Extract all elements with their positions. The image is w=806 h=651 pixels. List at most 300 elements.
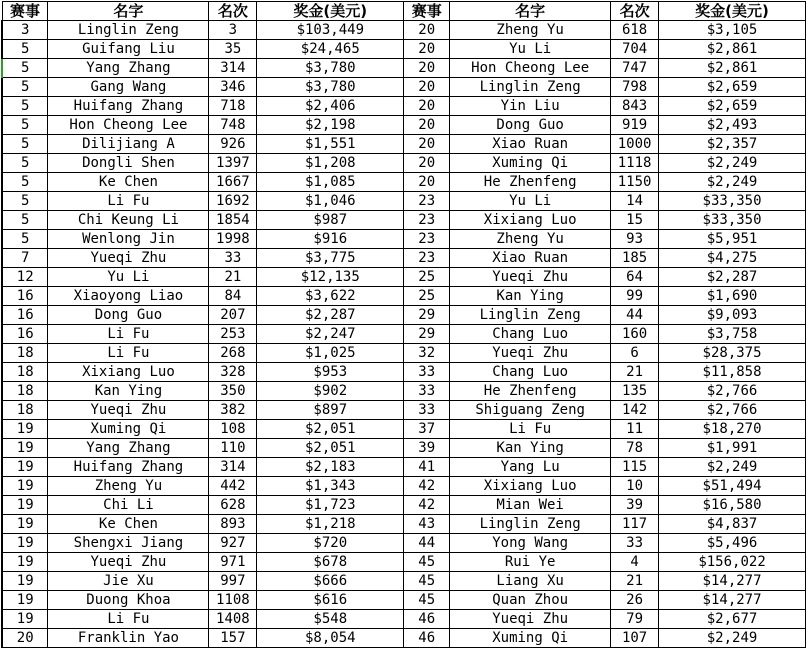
cell-prize[interactable]: $2,051	[257, 439, 404, 458]
cell-name[interactable]: Hon Cheong Lee	[48, 116, 209, 135]
cell-prize[interactable]: $2,766	[659, 401, 806, 420]
cell-event[interactable]: 18	[2, 363, 48, 382]
cell-name[interactable]: Yin Liu	[450, 97, 611, 116]
cell-event[interactable]: 20	[404, 135, 450, 154]
cell-name[interactable]: Hon Cheong Lee	[450, 59, 611, 78]
cell-name[interactable]: Li Fu	[48, 325, 209, 344]
cell-event[interactable]: 3	[2, 21, 48, 40]
table-row	[2, 382, 806, 401]
cell-rank[interactable]: 21	[209, 268, 257, 287]
cell-name[interactable]: Yong Wang	[450, 534, 611, 553]
cell-prize[interactable]: $1,046	[257, 192, 404, 211]
cell-event[interactable]: 23	[404, 192, 450, 211]
cell-rank[interactable]: 107	[611, 629, 659, 648]
cell-name[interactable]: Chang Luo	[450, 325, 611, 344]
cell-name[interactable]: Yueqi Zhu	[450, 610, 611, 629]
cell-event[interactable]: 25	[404, 287, 450, 306]
cell-prize[interactable]: $5,496	[659, 534, 806, 553]
header-event: 赛事	[404, 2, 450, 21]
cell-rank[interactable]: 1118	[611, 154, 659, 173]
cell-prize[interactable]: $916	[257, 230, 404, 249]
cell-prize[interactable]: $4,275	[659, 249, 806, 268]
cell-rank[interactable]: 33	[209, 249, 257, 268]
cell-name[interactable]: Shengxi Jiang	[48, 534, 209, 553]
cell-prize[interactable]: $2,659	[659, 78, 806, 97]
cell-event[interactable]: 19	[2, 572, 48, 591]
cell-rank[interactable]: 207	[209, 306, 257, 325]
cell-rank[interactable]: 748	[209, 116, 257, 135]
cell-event[interactable]: 18	[2, 401, 48, 420]
cell-prize[interactable]: $1,208	[257, 154, 404, 173]
cell-name[interactable]: Xixiang Luo	[450, 211, 611, 230]
cell-prize[interactable]: $2,287	[257, 306, 404, 325]
cell-event[interactable]: 12	[2, 268, 48, 287]
cell-name[interactable]: He Zhenfeng	[450, 382, 611, 401]
cell-event[interactable]: 20	[404, 173, 450, 192]
cell-event[interactable]: 23	[404, 211, 450, 230]
cell-prize[interactable]: $2,861	[659, 40, 806, 59]
cell-prize[interactable]: $33,350	[659, 192, 806, 211]
cell-event[interactable]: 19	[2, 591, 48, 610]
cell-name[interactable]: Li Fu	[450, 420, 611, 439]
cell-rank[interactable]: 346	[209, 78, 257, 97]
table-row	[2, 363, 806, 382]
cell-rank[interactable]: 1408	[209, 610, 257, 629]
cell-prize[interactable]: $103,449	[257, 21, 404, 40]
cell-event[interactable]: 5	[2, 59, 48, 78]
cell-rank[interactable]: 618	[611, 21, 659, 40]
cell-prize[interactable]: $2,249	[659, 458, 806, 477]
table-row	[2, 572, 806, 591]
cell-name[interactable]: Kan Ying	[450, 287, 611, 306]
cell-event[interactable]: 23	[404, 230, 450, 249]
cell-name[interactable]: Chi Keung Li	[48, 211, 209, 230]
cell-name[interactable]: Xiao Ruan	[450, 135, 611, 154]
cell-event[interactable]: 5	[2, 211, 48, 230]
cell-event[interactable]: 45	[404, 572, 450, 591]
cell-rank[interactable]: 142	[611, 401, 659, 420]
cell-name[interactable]: Linglin Zeng	[450, 515, 611, 534]
cell-prize[interactable]: $2,198	[257, 116, 404, 135]
cell-prize[interactable]: $2,493	[659, 116, 806, 135]
cell-rank[interactable]: 39	[611, 496, 659, 515]
cell-rank[interactable]: 382	[209, 401, 257, 420]
cell-event[interactable]: 19	[2, 458, 48, 477]
cell-event[interactable]: 5	[2, 230, 48, 249]
cell-prize[interactable]: $5,951	[659, 230, 806, 249]
cell-event[interactable]: 20	[404, 21, 450, 40]
cell-prize[interactable]: $9,093	[659, 306, 806, 325]
cell-prize[interactable]: $2,766	[659, 382, 806, 401]
cell-rank[interactable]: 117	[611, 515, 659, 534]
cell-prize[interactable]: $14,277	[659, 572, 806, 591]
cell-rank[interactable]: 328	[209, 363, 257, 382]
cell-name[interactable]: Xuming Qi	[450, 629, 611, 648]
cell-prize[interactable]: $2,357	[659, 135, 806, 154]
cell-event[interactable]: 45	[404, 553, 450, 572]
cell-name[interactable]: Kan Ying	[48, 382, 209, 401]
cell-name[interactable]: He Zhenfeng	[450, 173, 611, 192]
cell-rank[interactable]: 442	[209, 477, 257, 496]
table-row	[2, 78, 806, 97]
cell-name[interactable]: Xuming Qi	[450, 154, 611, 173]
cell-prize[interactable]: $1,025	[257, 344, 404, 363]
cell-name[interactable]: Yang Lu	[450, 458, 611, 477]
cell-rank[interactable]: 893	[209, 515, 257, 534]
cell-rank[interactable]: 253	[209, 325, 257, 344]
cell-name[interactable]: Yang Zhang	[48, 59, 209, 78]
table-row	[2, 439, 806, 458]
table-row	[2, 591, 806, 610]
table-row	[2, 230, 806, 249]
cell-event[interactable]: 19	[2, 439, 48, 458]
cell-rank[interactable]: 718	[209, 97, 257, 116]
cell-name[interactable]: Dong Guo	[450, 116, 611, 135]
cell-prize[interactable]: $678	[257, 553, 404, 572]
cell-name[interactable]: Dongli Shen	[48, 154, 209, 173]
cell-prize[interactable]: $902	[257, 382, 404, 401]
table-row	[2, 249, 806, 268]
cell-prize[interactable]: $3,780	[257, 78, 404, 97]
cell-event[interactable]: 42	[404, 477, 450, 496]
cell-prize[interactable]: $953	[257, 363, 404, 382]
cell-event[interactable]: 20	[404, 116, 450, 135]
cell-rank[interactable]: 314	[209, 59, 257, 78]
cell-event[interactable]: 18	[2, 382, 48, 401]
cell-prize[interactable]: $2,287	[659, 268, 806, 287]
cell-rank[interactable]: 21	[611, 363, 659, 382]
cell-event[interactable]: 19	[2, 477, 48, 496]
cell-rank[interactable]: 926	[209, 135, 257, 154]
cell-rank[interactable]: 971	[209, 553, 257, 572]
cell-event[interactable]: 19	[2, 553, 48, 572]
cell-name[interactable]: Yueqi Zhu	[48, 553, 209, 572]
cell-event[interactable]: 33	[404, 363, 450, 382]
cell-rank[interactable]: 628	[209, 496, 257, 515]
cell-event[interactable]: 16	[2, 306, 48, 325]
cell-event[interactable]: 25	[404, 268, 450, 287]
cell-name[interactable]: Chang Luo	[450, 363, 611, 382]
table-row	[2, 116, 806, 135]
cell-prize[interactable]: $720	[257, 534, 404, 553]
cell-name[interactable]: Zheng Yu	[450, 230, 611, 249]
cell-prize[interactable]: $2,051	[257, 420, 404, 439]
cell-rank[interactable]: 747	[611, 59, 659, 78]
cell-name[interactable]: Yueqi Zhu	[48, 401, 209, 420]
cell-rank[interactable]: 798	[611, 78, 659, 97]
cell-prize[interactable]: $666	[257, 572, 404, 591]
table-row	[2, 173, 806, 192]
cell-rank[interactable]: 1150	[611, 173, 659, 192]
cell-rank[interactable]: 64	[611, 268, 659, 287]
cell-name[interactable]: Yueqi Zhu	[450, 268, 611, 287]
cell-name[interactable]: Xixiang Luo	[48, 363, 209, 382]
cell-name[interactable]: Li Fu	[48, 192, 209, 211]
cell-event[interactable]: 46	[404, 610, 450, 629]
cell-rank[interactable]: 108	[209, 420, 257, 439]
cell-event[interactable]: 5	[2, 192, 48, 211]
cell-name[interactable]: Huifang Zhang	[48, 97, 209, 116]
cell-prize[interactable]: $11,858	[659, 363, 806, 382]
cell-event[interactable]: 37	[404, 420, 450, 439]
cell-prize[interactable]: $28,375	[659, 344, 806, 363]
cell-prize[interactable]: $1,085	[257, 173, 404, 192]
cell-rank[interactable]: 704	[611, 40, 659, 59]
cell-name[interactable]: Kan Ying	[450, 439, 611, 458]
cell-prize[interactable]: $18,270	[659, 420, 806, 439]
cell-rank[interactable]: 135	[611, 382, 659, 401]
cell-name[interactable]: Zheng Yu	[48, 477, 209, 496]
cell-event[interactable]: 18	[2, 344, 48, 363]
cell-rank[interactable]: 110	[209, 439, 257, 458]
cell-event[interactable]: 20	[404, 59, 450, 78]
cell-name[interactable]: Xuming Qi	[48, 420, 209, 439]
cell-rank[interactable]: 35	[209, 40, 257, 59]
cell-prize[interactable]: $1,218	[257, 515, 404, 534]
cell-event[interactable]: 32	[404, 344, 450, 363]
table-row	[2, 496, 806, 515]
cell-event[interactable]: 5	[2, 135, 48, 154]
cell-name[interactable]: Huifang Zhang	[48, 458, 209, 477]
cell-event[interactable]: 19	[2, 534, 48, 553]
cell-prize[interactable]: $1,551	[257, 135, 404, 154]
cell-prize[interactable]: $2,677	[659, 610, 806, 629]
header-rank: 名次	[209, 2, 257, 21]
header-event: 赛事	[2, 2, 48, 21]
cell-name[interactable]: Rui Ye	[450, 553, 611, 572]
cell-event[interactable]: 5	[2, 154, 48, 173]
cell-prize[interactable]: $897	[257, 401, 404, 420]
cell-prize[interactable]: $2,247	[257, 325, 404, 344]
cell-event[interactable]: 46	[404, 629, 450, 648]
cell-rank[interactable]: 6	[611, 344, 659, 363]
header-name: 名字	[450, 2, 611, 21]
cell-rank[interactable]: 84	[209, 287, 257, 306]
cell-event[interactable]: 7	[2, 249, 48, 268]
cell-name[interactable]: Duong Khoa	[48, 591, 209, 610]
cell-name[interactable]: Xixiang Luo	[450, 477, 611, 496]
cell-event[interactable]: 20	[2, 629, 48, 648]
cell-event[interactable]: 19	[2, 515, 48, 534]
table-row	[2, 344, 806, 363]
cell-rank[interactable]: 1108	[209, 591, 257, 610]
cell-name[interactable]: Mian Wei	[450, 496, 611, 515]
cell-name[interactable]: Shiguang Zeng	[450, 401, 611, 420]
cell-prize[interactable]: $2,249	[659, 173, 806, 192]
table-row	[2, 477, 806, 496]
cell-prize[interactable]: $987	[257, 211, 404, 230]
cell-event[interactable]: 5	[2, 40, 48, 59]
cell-rank[interactable]: 79	[611, 610, 659, 629]
cell-prize[interactable]: $2,183	[257, 458, 404, 477]
cell-name[interactable]: Yueqi Zhu	[450, 344, 611, 363]
cell-rank[interactable]: 11	[611, 420, 659, 439]
cell-event[interactable]: 19	[2, 420, 48, 439]
cell-prize[interactable]: $3,775	[257, 249, 404, 268]
cell-rank[interactable]: 115	[611, 458, 659, 477]
table-row	[2, 59, 806, 78]
cell-event[interactable]: 5	[2, 116, 48, 135]
cell-event[interactable]: 23	[404, 249, 450, 268]
table-row	[2, 534, 806, 553]
cell-rank[interactable]: 3	[209, 21, 257, 40]
cell-prize[interactable]: $2,249	[659, 629, 806, 648]
cell-prize[interactable]: $8,054	[257, 629, 404, 648]
cell-event[interactable]: 16	[2, 325, 48, 344]
cell-prize[interactable]: $548	[257, 610, 404, 629]
cell-event[interactable]: 16	[2, 287, 48, 306]
cell-rank[interactable]: 350	[209, 382, 257, 401]
cell-prize[interactable]: $2,406	[257, 97, 404, 116]
table-row	[2, 420, 806, 439]
table-row	[2, 97, 806, 116]
cell-name[interactable]: Chi Li	[48, 496, 209, 515]
cell-rank[interactable]: 44	[611, 306, 659, 325]
table-row	[2, 610, 806, 629]
table-row	[2, 268, 806, 287]
table-row	[2, 325, 806, 344]
cell-rank[interactable]: 919	[611, 116, 659, 135]
cell-rank[interactable]: 1397	[209, 154, 257, 173]
cell-prize[interactable]: $156,022	[659, 553, 806, 572]
cell-prize[interactable]: $4,837	[659, 515, 806, 534]
cell-name[interactable]: Yu Li	[450, 40, 611, 59]
cell-name[interactable]: Xiaoyong Liao	[48, 287, 209, 306]
cell-name[interactable]: Linglin Zeng	[450, 78, 611, 97]
cell-event[interactable]: 39	[404, 439, 450, 458]
table-row	[2, 515, 806, 534]
cell-rank[interactable]: 268	[209, 344, 257, 363]
cell-name[interactable]: Yang Zhang	[48, 439, 209, 458]
cell-event[interactable]: 44	[404, 534, 450, 553]
cell-prize[interactable]: $616	[257, 591, 404, 610]
table-row	[2, 211, 806, 230]
cell-event[interactable]: 19	[2, 610, 48, 629]
cell-name[interactable]: Linglin Zeng	[48, 21, 209, 40]
cell-prize[interactable]: $1,690	[659, 287, 806, 306]
cell-event[interactable]: 41	[404, 458, 450, 477]
cell-name[interactable]: Xiao Ruan	[450, 249, 611, 268]
cell-name[interactable]: Gang Wang	[48, 78, 209, 97]
cell-prize[interactable]: $3,622	[257, 287, 404, 306]
cell-rank[interactable]: 10	[611, 477, 659, 496]
cell-rank[interactable]: 26	[611, 591, 659, 610]
cell-rank[interactable]: 78	[611, 439, 659, 458]
cell-rank[interactable]: 314	[209, 458, 257, 477]
cell-name[interactable]: Zheng Yu	[450, 21, 611, 40]
cell-name[interactable]: Franklin Yao	[48, 629, 209, 648]
cell-name[interactable]: Dong Guo	[48, 306, 209, 325]
cell-name[interactable]: Linglin Zeng	[450, 306, 611, 325]
cell-event[interactable]: 33	[404, 382, 450, 401]
cell-rank[interactable]: 1998	[209, 230, 257, 249]
cell-prize[interactable]: $14,277	[659, 591, 806, 610]
cell-rank[interactable]: 997	[209, 572, 257, 591]
cell-name[interactable]: Ke Chen	[48, 173, 209, 192]
cell-rank[interactable]: 14	[611, 192, 659, 211]
cell-event[interactable]: 5	[2, 97, 48, 116]
table-row	[2, 135, 806, 154]
cell-prize[interactable]: $2,861	[659, 59, 806, 78]
cell-rank[interactable]: 160	[611, 325, 659, 344]
cell-name[interactable]: Ke Chen	[48, 515, 209, 534]
cell-event[interactable]: 20	[404, 154, 450, 173]
cell-prize[interactable]: $1,991	[659, 439, 806, 458]
table-row	[2, 21, 806, 40]
cell-rank[interactable]: 93	[611, 230, 659, 249]
header-prize: 奖金(美元)	[659, 2, 806, 21]
cell-prize[interactable]: $12,135	[257, 268, 404, 287]
cell-event[interactable]: 29	[404, 306, 450, 325]
cell-event[interactable]: 43	[404, 515, 450, 534]
results-table	[1, 1, 806, 648]
cell-rank[interactable]: 15	[611, 211, 659, 230]
header-name: 名字	[48, 2, 209, 21]
cell-prize[interactable]: $1,723	[257, 496, 404, 515]
cell-name[interactable]: Wenlong Jin	[48, 230, 209, 249]
cell-name[interactable]: Jie Xu	[48, 572, 209, 591]
cell-name[interactable]: Yueqi Zhu	[48, 249, 209, 268]
cell-event[interactable]: 42	[404, 496, 450, 515]
cell-event[interactable]: 19	[2, 496, 48, 515]
cell-name[interactable]: Quan Zhou	[450, 591, 611, 610]
cell-event[interactable]: 5	[2, 78, 48, 97]
table-row	[2, 192, 806, 211]
cell-name[interactable]: Yu Li	[48, 268, 209, 287]
cell-name[interactable]: Liang Xu	[450, 572, 611, 591]
table-row	[2, 40, 806, 59]
cell-rank[interactable]: 21	[611, 572, 659, 591]
cell-rank[interactable]: 843	[611, 97, 659, 116]
cell-rank[interactable]: 157	[209, 629, 257, 648]
cell-event[interactable]: 33	[404, 401, 450, 420]
table-row	[2, 306, 806, 325]
cell-prize[interactable]: $2,249	[659, 154, 806, 173]
cell-name[interactable]: Yu Li	[450, 192, 611, 211]
cell-event[interactable]: 29	[404, 325, 450, 344]
table-row	[2, 553, 806, 572]
cell-event[interactable]: 20	[404, 78, 450, 97]
cell-rank[interactable]: 927	[209, 534, 257, 553]
cell-prize[interactable]: $3,758	[659, 325, 806, 344]
cell-name[interactable]: Li Fu	[48, 610, 209, 629]
cell-prize[interactable]: $16,580	[659, 496, 806, 515]
cell-name[interactable]: Guifang Liu	[48, 40, 209, 59]
cell-rank[interactable]: 1000	[611, 135, 659, 154]
cell-rank[interactable]: 1854	[209, 211, 257, 230]
cell-prize[interactable]: $33,350	[659, 211, 806, 230]
cell-event[interactable]: 5	[2, 173, 48, 192]
cell-name[interactable]: Dilijiang A	[48, 135, 209, 154]
cell-prize[interactable]: $51,494	[659, 477, 806, 496]
cell-rank[interactable]: 1692	[209, 192, 257, 211]
table-row	[2, 401, 806, 420]
cell-rank[interactable]: 4	[611, 553, 659, 572]
cell-rank[interactable]: 1667	[209, 173, 257, 192]
cell-name[interactable]: Li Fu	[48, 344, 209, 363]
cell-event[interactable]: 45	[404, 591, 450, 610]
cell-rank[interactable]: 185	[611, 249, 659, 268]
cell-rank[interactable]: 99	[611, 287, 659, 306]
cell-prize[interactable]: $2,659	[659, 97, 806, 116]
cell-event[interactable]: 20	[404, 40, 450, 59]
cell-event[interactable]: 20	[404, 97, 450, 116]
cell-prize[interactable]: $3,780	[257, 59, 404, 78]
cell-prize[interactable]: $3,105	[659, 21, 806, 40]
cell-prize[interactable]: $24,465	[257, 40, 404, 59]
cell-prize[interactable]: $1,343	[257, 477, 404, 496]
cell-rank[interactable]: 33	[611, 534, 659, 553]
